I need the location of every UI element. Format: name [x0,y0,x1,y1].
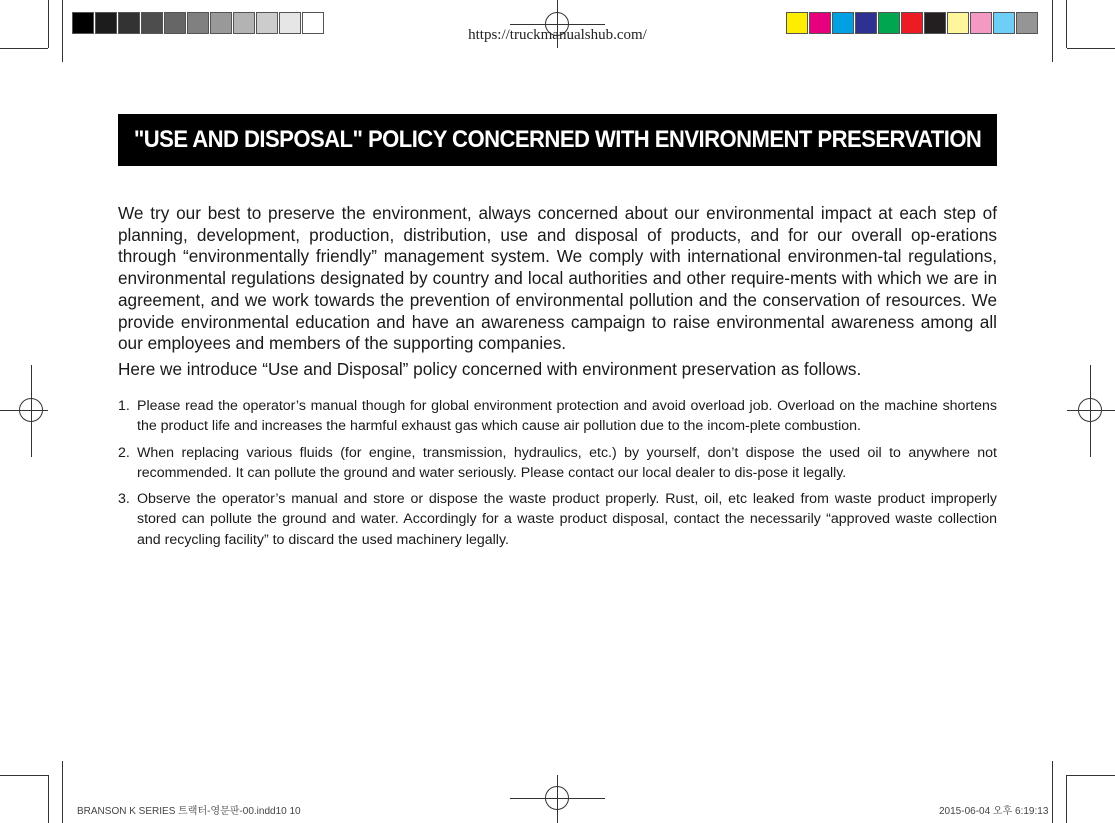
item-number: 2. [118,444,130,461]
list-item [118,443,997,484]
item-number: 3. [118,491,130,508]
title-banner [118,114,997,166]
item-number: 1. [118,398,130,414]
list-item [118,489,997,550]
intro-lead: Here we introduce “Use and Disposal” policy concerned with environment preservation as follows. [118,358,862,379]
footer-timestamp: 2015-06-04 오후 6:19:13 [939,806,1049,817]
item-text: Observe the operator’s manual and store or dispose the waste product properly. Rust, oil, etc leaked from waste product improperly stored can pollute the ground and water. Accordingly for a waste product disposal, contact the necessarily “approved waste collection and recycling facility” to discard the used machinery legally. [137,491,997,548]
list-item [118,396,997,437]
item-text: Please read the operator’s manual though for global environment protection and avoid overload job. Overload on the machine shortens the product life and increases the harmful exhaust gas which cause air pollution due to the incom-plete combustion. [137,398,997,435]
item-text: When replacing various fluids (for engine, transmission, hydraulics, etc.) by yourself, don’t dispose the used oil to anywhere not recommended. It can pollute the ground and water seriously. Please contact our local dealer to dis-pose it legally. [137,444,997,481]
source-url: https://truckmanualshub.com/ [468,27,647,43]
page-title: "USE AND DISPOSAL" POLICY CONCERNED WITH ENVIRONMENT PRESERVATION [133,126,982,153]
intro-paragraph: We try our best to preserve the environment, always concerned about our environmental impact at each step of planning, development, production, distribution, use and disposal of products, and for our overall op-erations through “environmentally friendly” management system. We comply with international environmen-tal regulations, environmental regulations designated by country and local authorities and other require-ments with which we are in agreement, and we work towards the prevention of environmental pollution and the conservation of resources. We provide environmental education and have an awareness campaign to raise environmental awareness among all our employees and members of the supporting companies. [118,203,997,354]
footer-file-info: BRANSON K SERIES 트랙터-영문판-00.indd10 10 [77,806,301,817]
intro-section [118,203,997,381]
policy-list [118,396,997,556]
